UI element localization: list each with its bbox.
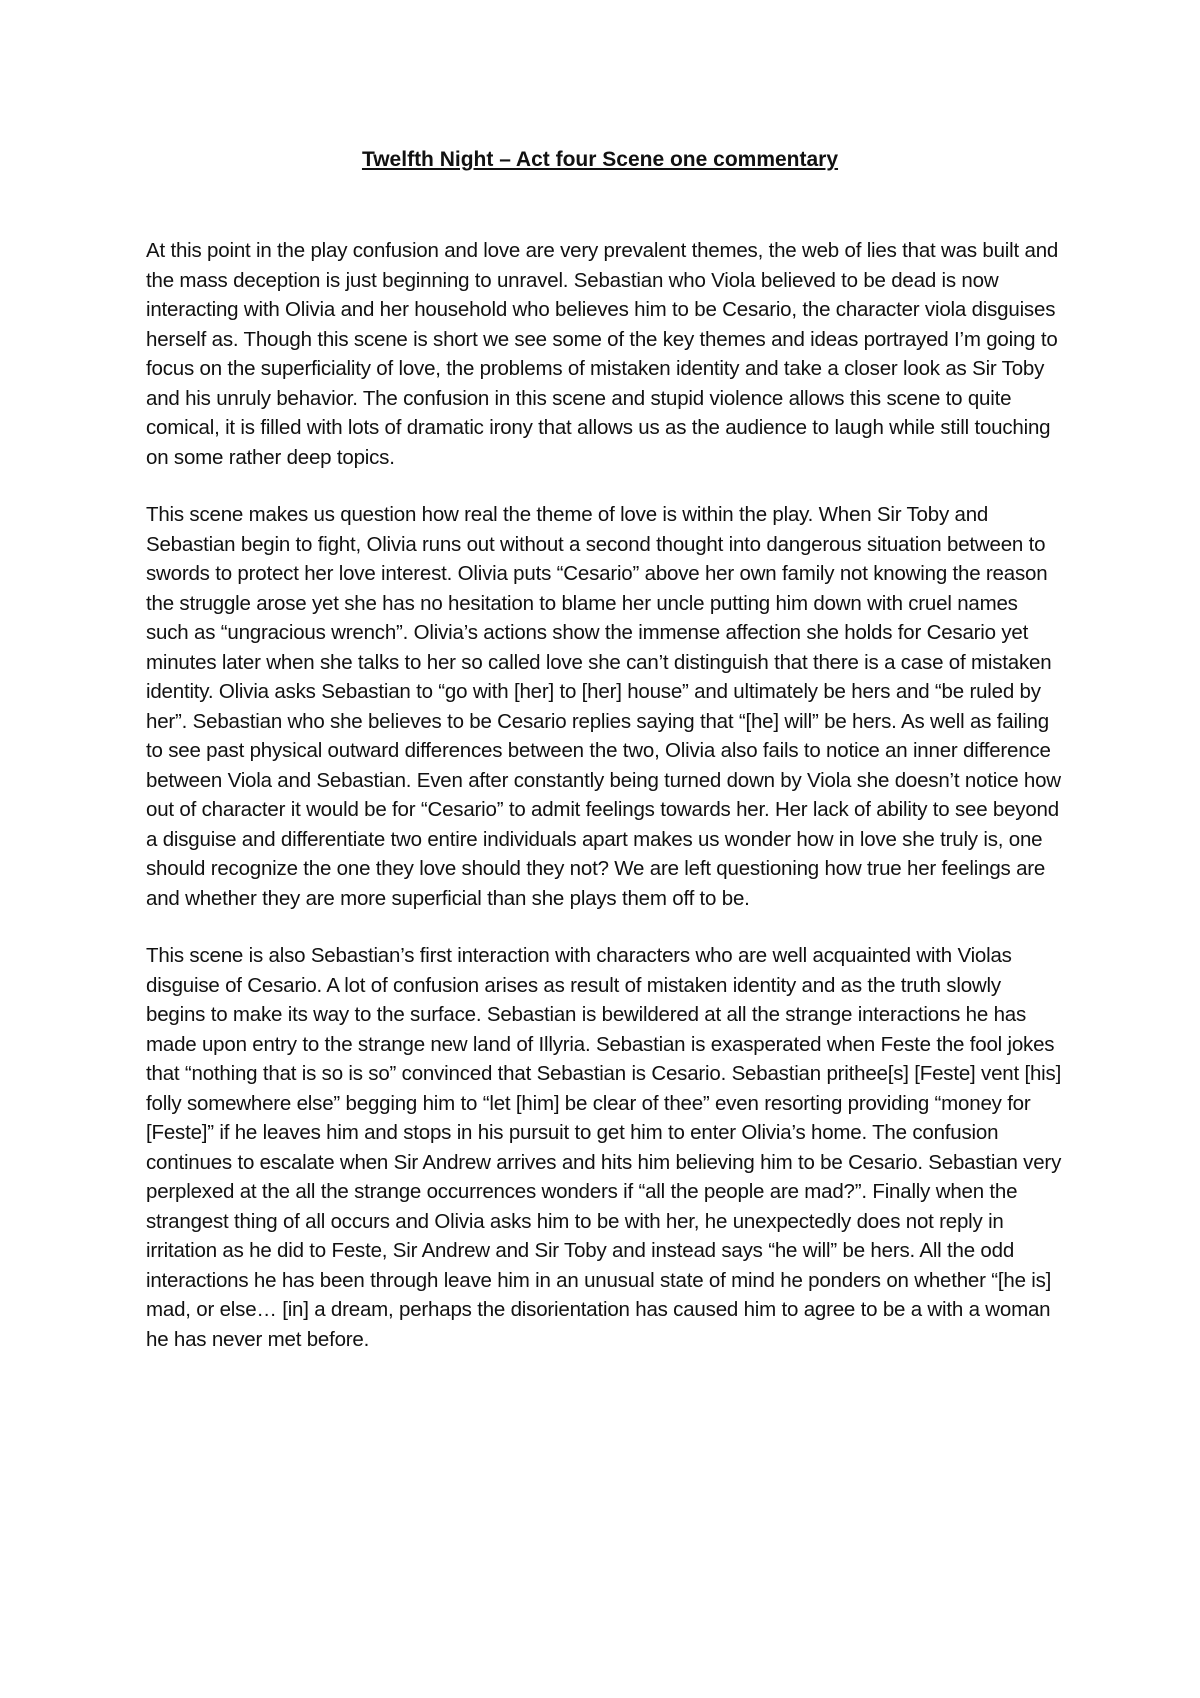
document-body: [146, 236, 1064, 1382]
paragraph-mistaken-identity: This scene is also Sebastian’s first interaction with characters who are well acquainted with Violas disguise of Cesario. A lot of confusion arises as result of mistaken identity and as the truth slowly begins to make its way to the surface. Sebastian is bewildered at all the strange interactions he has made upon entry to the strange new land of Illyria. Sebastian is exasperated when Feste the fool jokes that “nothing that is so is so” convinced that Sebastian is Cesario. Sebastian prithee[s] [Feste] vent [his] folly somewhere else” begging him to “let [him] be clear of thee” even resorting providing “money for [Feste]” if he leaves him and stops in his pursuit to get him to enter Olivia’s home. The confusion continues to escalate when Sir Andrew arrives and hits him believing him to be Cesario. Sebastian very perplexed at the all the strange occurrences wonders if “all the people are mad?”. Finally when the strangest thing of all occurs and Olivia asks him to be with her, he unexpectedly does not reply in irritation as he did to Feste, Sir Andrew and Sir Toby and instead says “he will” be hers. All the odd interactions he has been through leave him in an unusual state of mind he ponders on whether “[he is] mad, or else… [in] a dream, perhaps the disorientation has caused him to agree to be a with a woman he has never met before.: [146, 944, 1062, 1351]
paragraph-love-theme: This scene makes us question how real the theme of love is within the play. When Sir Toby and Sebastian begin to fight, Olivia runs out without a second thought into dangerous situation between to swords to protect her love interest. Olivia puts “Cesario” above her own family not knowing the reason the struggle arose yet she has no hesitation to blame her uncle putting him down with cruel names such as “ungracious wrench”. Olivia’s actions show the immense affection she holds for Cesario yet minutes later when she talks to her so called love she can’t distinguish that there is a case of mistaken identity. Olivia asks Sebastian to “go with [her] to [her] house” and ultimately be hers and “be ruled by her”. Sebastian who she believes to be Cesario replies saying that “[he] will” be hers. As well as failing to see past physical outward differences between the two, Olivia also fails to notice an inner difference between Viola and Sebastian. Even after constantly being turned down by Viola she doesn’t notice how out of character it would be for “Cesario” to admit feelings towards her. Her lack of ability to see beyond a disguise and differentiate two entire individuals apart makes us wonder how in love she truly is, one should recognize the one they love should they not? We are left questioning how true her feelings are and whether they are more superficial than she plays them off to be.: [146, 503, 1061, 910]
paragraph-introduction: At this point in the play confusion and love are very prevalent themes, the web of lies that was built and the mass deception is just beginning to unravel. Sebastian who Viola believed to be dead is now interacting with Olivia and her household who believes him to be Cesario, the character viola disguises herself as. Though this scene is short we see some of the key themes and ideas portrayed I’m going to focus on the superficiality of love, the problems of mistaken identity and take a closer look as Sir Toby and his unruly behavior. The confusion in this scene and stupid violence allows this scene to quite comical, it is filled with lots of dramatic irony that allows us as the audience to laugh while still touching on some rather deep topics.: [146, 239, 1059, 469]
document-title: Twelfth Night – Act four Scene one commentary: [361, 148, 839, 171]
